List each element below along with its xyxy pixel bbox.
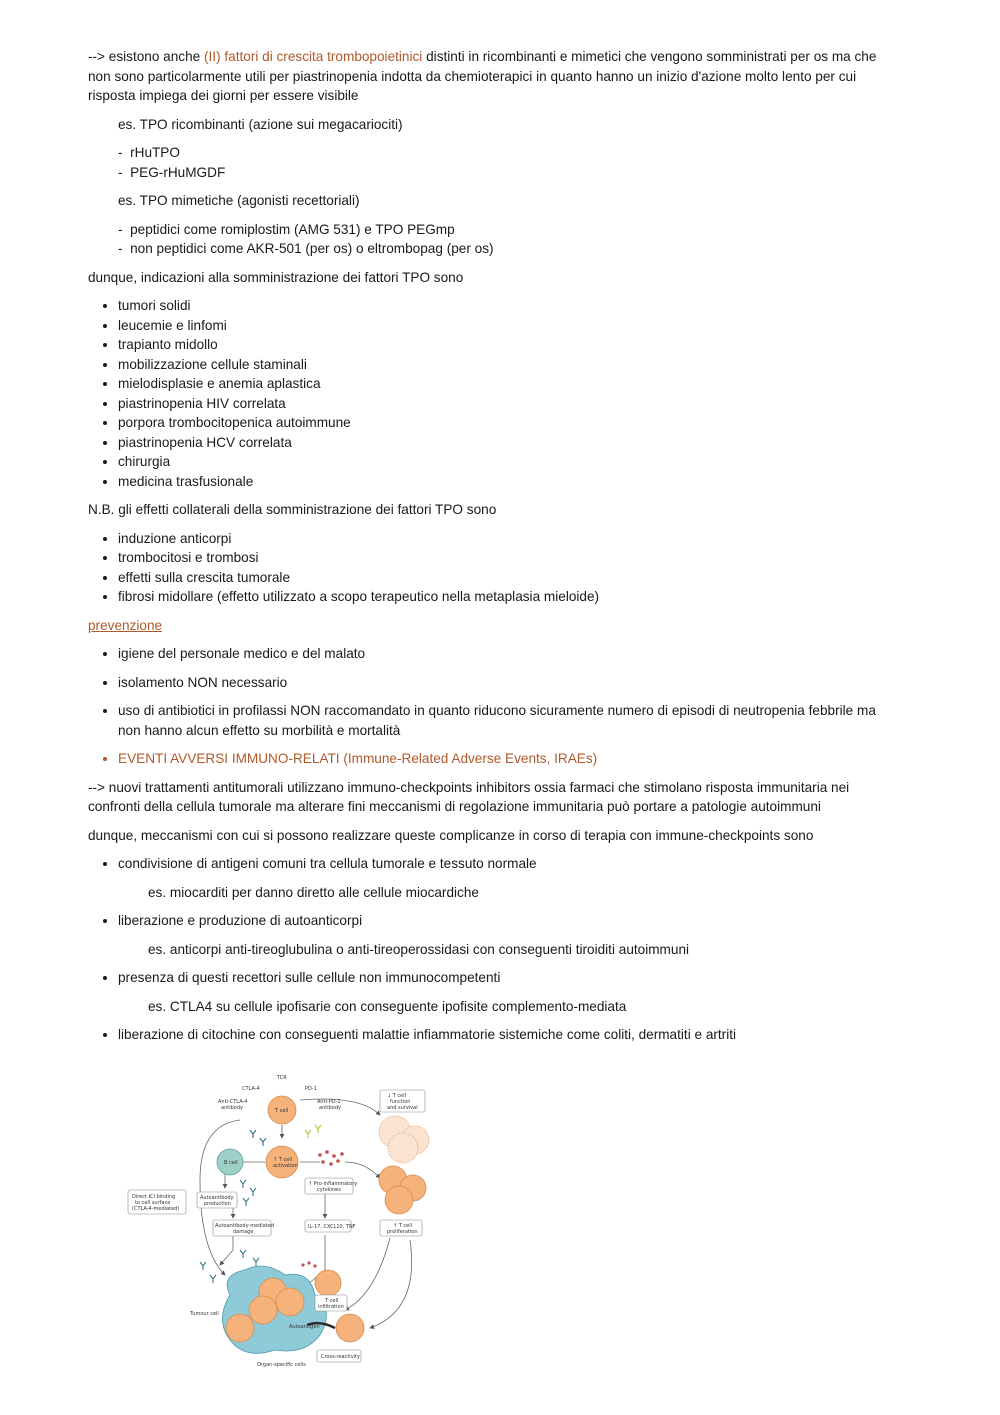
mechanism-item xyxy=(118,968,900,1016)
automed-label-2: damage xyxy=(233,1229,254,1235)
direct-ici-label-2: to cell surface xyxy=(135,1200,171,1206)
list-item: • induzione anticorpi xyxy=(118,529,900,549)
tpo-recombinant-heading: es. TPO ricombinanti (azione sui megacariociti) xyxy=(118,116,403,132)
mechanisms-list xyxy=(88,854,900,1045)
infil-label: T cell xyxy=(325,1298,339,1304)
pro-inf-label-2: cytokines xyxy=(317,1187,341,1193)
mechanism-text: condivisione di antigeni comuni tra cellula tumorale e tessuto normale xyxy=(118,856,537,871)
irae-diagram xyxy=(125,1070,435,1370)
prolif-label-2: proliferation xyxy=(387,1229,418,1235)
list-item: • uso di antibiotici in profilassi NON raccomandato in quanto riducono sicuramente numero di episodi di neutropenia febbrile ma non hanno alcun effetto su morbilità e mortalità xyxy=(118,701,900,740)
intro-paragraph xyxy=(88,47,900,106)
irae-intro: --> nuovi trattamenti antitumorali utilizzano immuno-checkpoints inhibitors ossia farmaci che stimolano risposta immunitaria nei confronti della cellula tumorale ma alterare fini meccanismi di regolazione immunitaria può portare a patologie autoimmuni xyxy=(88,779,850,814)
tpo-mimetic-list xyxy=(118,220,900,259)
mechanism-text: presenza di questi recettori sulle cellule non immunocompetenti xyxy=(118,970,501,985)
list-item: • mielodisplasie e anemia aplastica xyxy=(118,374,900,394)
list-item: • leucemie e linfomi xyxy=(118,316,900,336)
prevention-list xyxy=(88,644,900,769)
mechanism-item xyxy=(118,854,900,902)
list-item: • mobilizzazione cellule staminali xyxy=(118,355,900,375)
anti-pd1-label-2: antibody xyxy=(319,1105,341,1111)
list-item: • piastrinopenia HCV correlata xyxy=(118,433,900,453)
cross-label: Cross-reactivity xyxy=(321,1354,360,1360)
autoab-label: Autoantibody xyxy=(200,1195,234,1201)
list-item: - peptidici come romiplostim (AMG 531) e TPO PEGmp xyxy=(118,220,900,240)
mechanisms-heading: dunque, meccanismi con cui si possono realizzare queste complicanze in corso di terapia con immune-checkpoints sono xyxy=(88,827,814,843)
organ-label: Organ-specific cells xyxy=(257,1362,306,1368)
intro-suffix: distinti in ricombinanti e mimetici che vengono somministrati per os ma che non sono particolarmente utili per piastrinopenia indotta da chemioterapici in quanto hanno un inizio d'azione molto lento per cui risposta impiega dei giorni per essere visibile xyxy=(88,49,877,103)
list-item: • trapianto midollo xyxy=(118,335,900,355)
mechanism-example: es. anticorpi anti-tireoglubulina o anti-tireoperossidasi con conseguenti tiroiditi autoimmuni xyxy=(148,941,690,957)
infil-label-2: infiltration xyxy=(318,1304,344,1310)
pd1-label: PD-1 xyxy=(305,1086,317,1092)
cytokines-label: IL-17, CXCL10, TNF xyxy=(308,1224,356,1230)
treg-label-2: function xyxy=(390,1099,411,1105)
mechanism-example: es. CTLA4 su cellule ipofisarie con conseguente ipofisite complemento-mediata xyxy=(148,998,627,1014)
t-act-label: ↑ T cell xyxy=(273,1157,293,1163)
direct-ici-label-3: (CTLA-4-mediated) xyxy=(132,1206,180,1212)
indications-heading: dunque, indicazioni alla somministrazione dei fattori TPO sono xyxy=(88,269,464,285)
list-item: - non peptidici come AKR-501 (per os) o eltrombopag (per os) xyxy=(118,239,900,259)
intro-highlight: (II) fattori di crescita trombopoietinici xyxy=(204,49,423,64)
indications-list xyxy=(88,296,900,491)
mechanism-item xyxy=(118,911,900,959)
direct-ici-label: Direct ICI binding xyxy=(132,1194,176,1200)
treg-label: ↓ T cell xyxy=(387,1093,407,1099)
side-effects-list xyxy=(88,529,900,607)
irae-mechanism-figure xyxy=(125,1070,435,1370)
list-item: • isolamento NON necessario xyxy=(118,673,900,693)
list-item: - PEG-rHuMGDF xyxy=(118,163,900,183)
list-item: • fibrosi midollare (effetto utilizzato a scopo terapeutico nella metaplasia mieloide) xyxy=(118,587,900,607)
list-item: • trombocitosi e trombosi xyxy=(118,548,900,568)
b-cell-label: B cell xyxy=(224,1160,238,1166)
list-item: - rHuTPO xyxy=(118,143,900,163)
tumour-cell-label: Tumour cell xyxy=(190,1311,219,1317)
list-item: • igiene del personale medico e del malato xyxy=(118,644,900,664)
autoab-label-2: production xyxy=(204,1201,231,1207)
side-effects-heading: N.B. gli effetti collaterali della somministrazione dei fattori TPO sono xyxy=(88,502,497,517)
anti-pd1-label: Anti-PD-1 xyxy=(317,1099,341,1105)
tpo-recombinant-list xyxy=(118,143,900,182)
pro-inf-label: ↑ Pro-inflammatory xyxy=(308,1181,358,1187)
document-page xyxy=(88,47,900,1054)
list-item: • porpora trombocitopenica autoimmune xyxy=(118,413,900,433)
list-item: • effetti sulla crescita tumorale xyxy=(118,568,900,588)
mechanism-example: es. miocarditi per danno diretto alle cellule miocardiche xyxy=(148,884,479,900)
irae-section-heading: • EVENTI AVVERSI IMMUNO-RELATI (Immune-Related Adverse Events, IRAEs) xyxy=(118,749,900,769)
t-cell-label: T cell xyxy=(275,1108,289,1114)
tpo-mimetic-heading: es. TPO mimetiche (agonisti recettoriali) xyxy=(118,193,360,208)
t-act-label-2: activation xyxy=(273,1163,298,1169)
anti-ctla4-label-2: antibody xyxy=(221,1105,243,1111)
ctla4-label: CTLA-4 xyxy=(242,1086,260,1092)
mechanism-item xyxy=(118,1025,900,1045)
prevention-heading[interactable]: prevenzione xyxy=(88,617,163,633)
tcr-label: TCR xyxy=(277,1075,287,1081)
treg-label-3: and survival xyxy=(387,1105,418,1111)
list-item: • tumori solidi xyxy=(118,296,900,316)
mechanism-text: liberazione e produzione di autoanticorpi xyxy=(118,913,363,928)
list-item: • medicina trasfusionale xyxy=(118,472,900,492)
autoantigen-label: Autoantigen xyxy=(289,1324,320,1330)
anti-ctla4-label: Anti-CTLA-4 xyxy=(218,1099,248,1105)
prolif-label: ↑ T cell xyxy=(393,1223,413,1229)
mechanism-text: liberazione di citochine con conseguenti malattie infiammatorie sistemiche come coliti, dermatiti e artriti xyxy=(118,1027,737,1042)
list-item: • piastrinopenia HIV correlata xyxy=(118,394,900,414)
automed-label: Autoantibody-mediated xyxy=(215,1223,275,1229)
intro-prefix: --> esistono anche xyxy=(88,49,204,64)
list-item: • chirurgia xyxy=(118,452,900,472)
